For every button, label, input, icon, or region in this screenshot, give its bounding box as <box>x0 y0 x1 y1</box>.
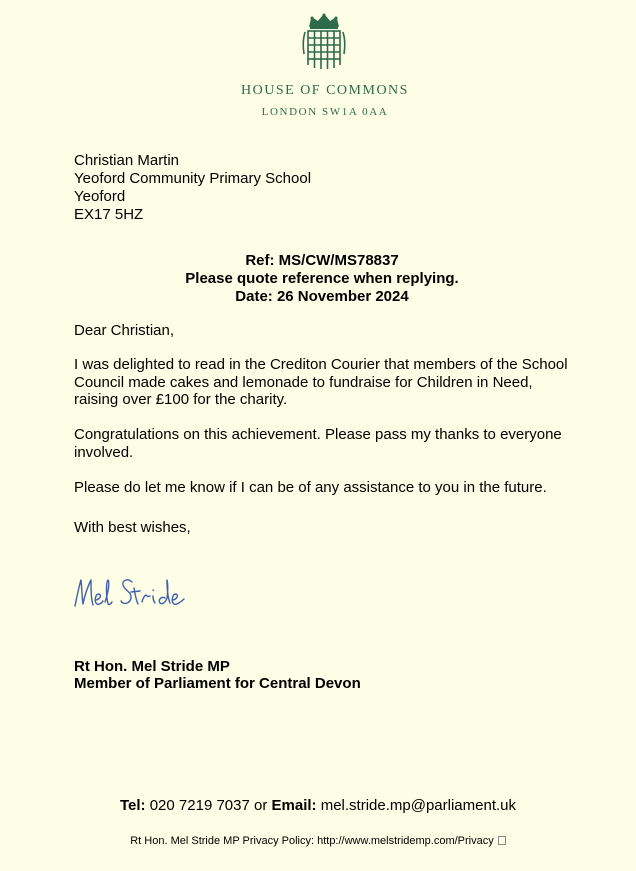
reference-block <box>0 252 636 306</box>
sender-name: Rt Hon. Mel Stride MP <box>74 658 230 675</box>
recipient-address <box>74 152 311 224</box>
sender-title: Member of Parliament for Central Devon <box>74 675 361 692</box>
recipient-town: Yeoford <box>74 188 126 205</box>
reference-number: Ref: MS/CW/MS78837 <box>245 252 399 269</box>
house-address: LONDON SW1A 0AA <box>261 106 389 118</box>
privacy-policy-link[interactable]: Rt Hon. Mel Stride MP Privacy Policy: http://www.melstridemp.com/Privacy <box>130 835 494 847</box>
or-text: or <box>254 797 268 814</box>
portcullis-crest-icon <box>298 12 350 72</box>
signoff <box>74 658 361 692</box>
body-paragraph: Congratulations on this achievement. Please pass my thanks to everyone involved. <box>74 426 562 461</box>
handwritten-signature <box>72 568 222 618</box>
contact-line <box>0 797 636 814</box>
reference-note: Please quote reference when replying. <box>185 270 459 287</box>
recipient-postcode: EX17 5HZ <box>74 206 144 223</box>
email-label: Email: <box>271 797 317 814</box>
recipient-name: Christian Martin <box>74 152 180 169</box>
body-paragraph: I was delighted to read in the Crediton Courier that members of the School Council made cakes and lemonade to fundraise for Children in Need, raising over £100 for the charity. <box>74 356 568 408</box>
tel-number[interactable]: 020 7219 7037 <box>149 797 250 814</box>
body-paragraph: Please do let me know if I can be of any assistance to you in the future. <box>74 479 547 496</box>
letter-date: Date: 26 November 2024 <box>235 288 409 305</box>
privacy-line <box>0 835 636 847</box>
tel-label: Tel: <box>119 797 146 814</box>
email-address[interactable]: mel.stride.mp@parliament.uk <box>320 797 516 814</box>
recipient-school: Yeoford Community Primary School <box>74 170 312 187</box>
salutation: Dear Christian, <box>74 322 175 339</box>
box-glyph-icon <box>498 836 506 845</box>
house-name: HOUSE OF COMMONS <box>241 83 409 98</box>
closing: With best wishes, <box>74 519 191 536</box>
